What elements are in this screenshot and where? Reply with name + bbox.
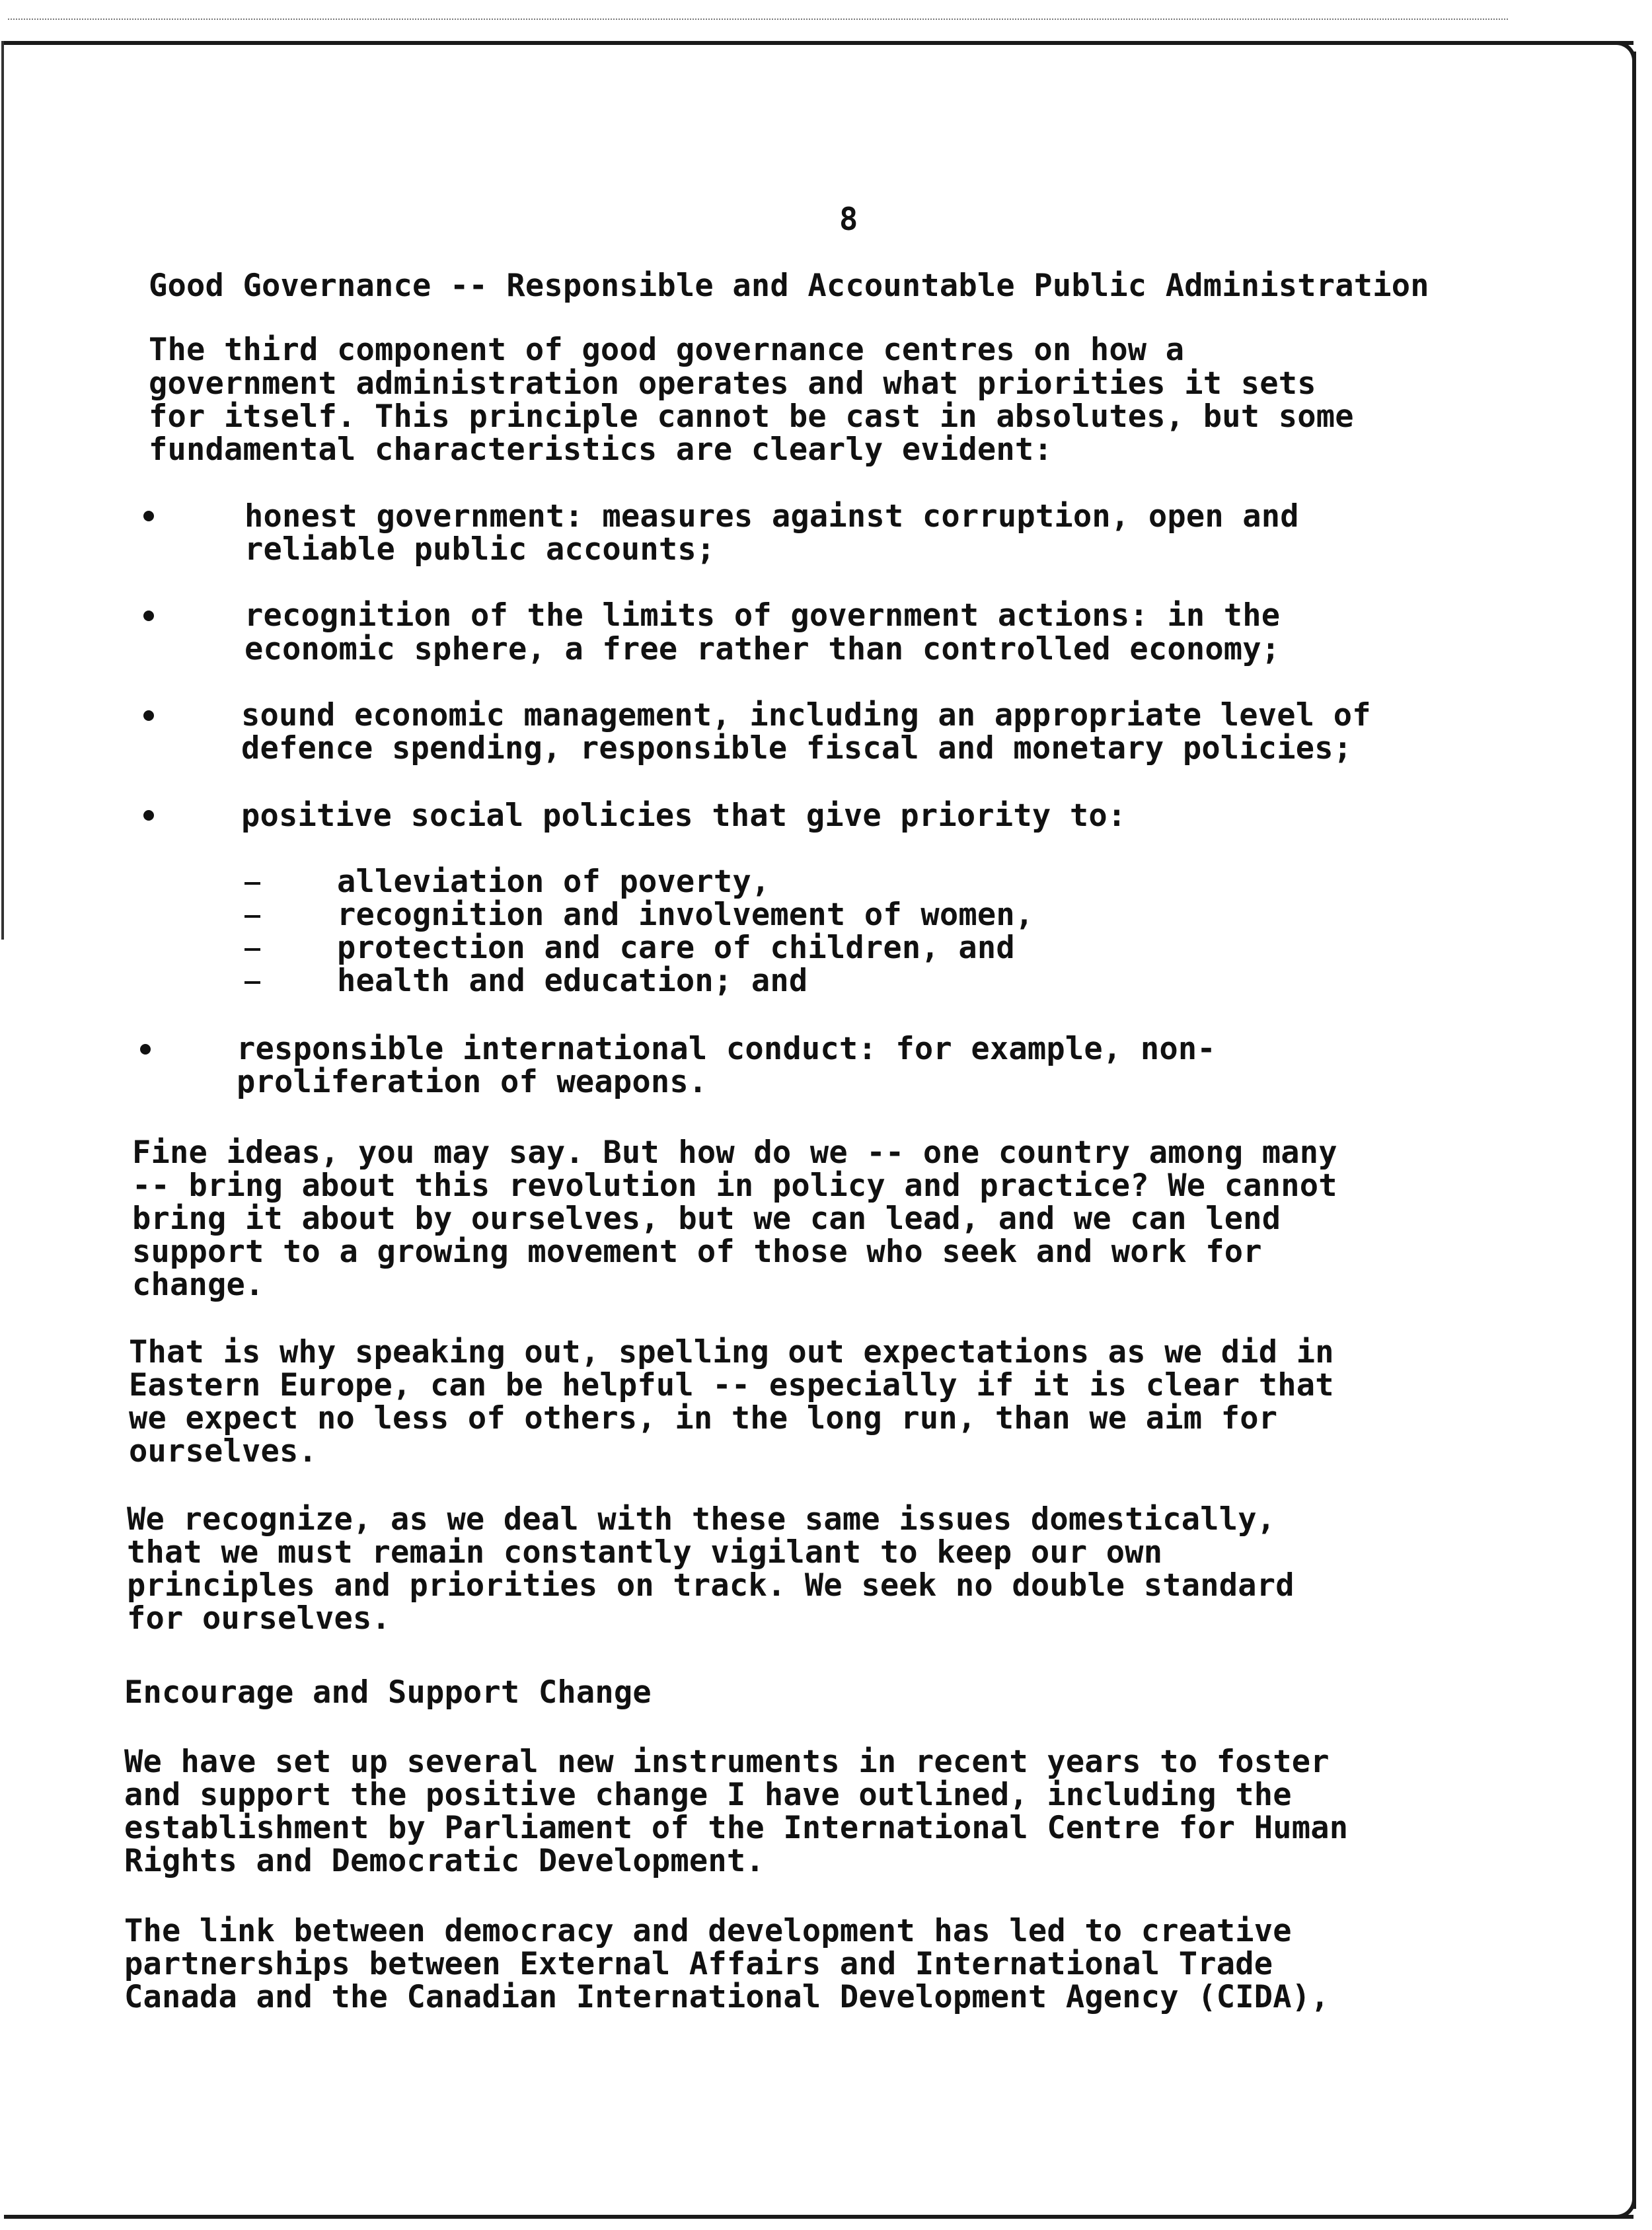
dash-icon <box>244 948 260 951</box>
bullet-icon <box>140 1044 151 1055</box>
bullet-icon <box>143 810 154 821</box>
paragraph-line: That is why speaking out, spelling out expectations as we did in <box>129 1334 1334 1370</box>
paragraph-line: -- bring about this revolution in policy and practice? We cannot <box>132 1168 1337 1204</box>
paragraph-line: that we must remain constantly vigilant to keep our own <box>127 1534 1163 1571</box>
paragraph-line: The link between democracy and development has led to creative <box>124 1913 1292 1949</box>
paragraph-line: for ourselves. <box>127 1600 391 1637</box>
bullet-line: proliferation of weapons. <box>237 1064 708 1100</box>
paragraph-line: partnerships between External Affairs and International Trade <box>124 1946 1273 1982</box>
paragraph-line: bring it about by ourselves, but we can lead, and we can lend <box>132 1201 1281 1237</box>
paragraph-line: for itself. This principle cannot be cast in absolutes, but some <box>149 398 1354 435</box>
paragraph-line: principles and priorities on track. We seek no double standard <box>127 1567 1295 1604</box>
bullet-line: sound economic management, including an appropriate level of <box>241 697 1371 733</box>
bullet-line: positive social policies that give priority to: <box>241 798 1127 834</box>
bullet-icon <box>143 611 154 621</box>
paragraph-line: Fine ideas, you may say. But how do we -- one country among many <box>132 1134 1337 1171</box>
paragraph-line: ourselves. <box>129 1433 317 1469</box>
paragraph-line: We recognize, as we deal with these same issues domestically, <box>127 1501 1276 1538</box>
bullet-line: reliable public accounts; <box>244 531 716 568</box>
paragraph-line: change. <box>132 1267 264 1303</box>
dash-icon <box>244 915 260 918</box>
bullet-icon <box>143 511 154 521</box>
paragraph-line: we expect no less of others, in the long run, than we aim for <box>129 1400 1278 1436</box>
paragraph-line: and support the positive change I have outlined, including the <box>124 1777 1292 1813</box>
dash-icon <box>244 882 260 885</box>
section-heading-encourage: Encourage and Support Change <box>124 1674 652 1711</box>
paragraph-line: government administration operates and what priorities it sets <box>149 365 1316 402</box>
bullet-icon <box>143 710 154 721</box>
paragraph-line: Rights and Democratic Development. <box>124 1843 765 1879</box>
sub-list-item: alleviation of poverty, <box>337 864 770 900</box>
sub-list-item: recognition and involvement of women, <box>337 897 1034 933</box>
paragraph-line: fundamental characteristics are clearly evident: <box>149 431 1053 468</box>
bullet-line: defence spending, responsible fiscal and monetary policies; <box>241 730 1353 766</box>
sub-list-item: protection and care of children, and <box>337 930 1015 966</box>
paragraph-line: support to a growing movement of those who seek and work for <box>132 1234 1262 1270</box>
paragraph-line: Eastern Europe, can be helpful -- especially if it is clear that <box>129 1367 1334 1403</box>
bullet-line: economic sphere, a free rather than controlled economy; <box>244 631 1281 667</box>
section-heading-governance: Good Governance -- Responsible and Accountable Public Administration <box>149 268 1429 304</box>
page-number: 8 <box>839 202 858 238</box>
bullet-line: recognition of the limits of government actions: in the <box>244 597 1281 634</box>
paragraph-line: We have set up several new instruments in recent years to foster <box>124 1744 1330 1780</box>
dash-icon <box>244 981 260 984</box>
sub-list-item: health and education; and <box>337 963 808 999</box>
bullet-line: responsible international conduct: for example, non- <box>237 1031 1216 1067</box>
paragraph-line: The third component of good governance centres on how a <box>149 332 1185 368</box>
paragraph-line: establishment by Parliament of the International Centre for Human <box>124 1810 1349 1846</box>
bullet-line: honest government: measures against corruption, open and <box>244 498 1299 535</box>
paragraph-line: Canada and the Canadian International Development Agency (CIDA), <box>124 1979 1330 2015</box>
